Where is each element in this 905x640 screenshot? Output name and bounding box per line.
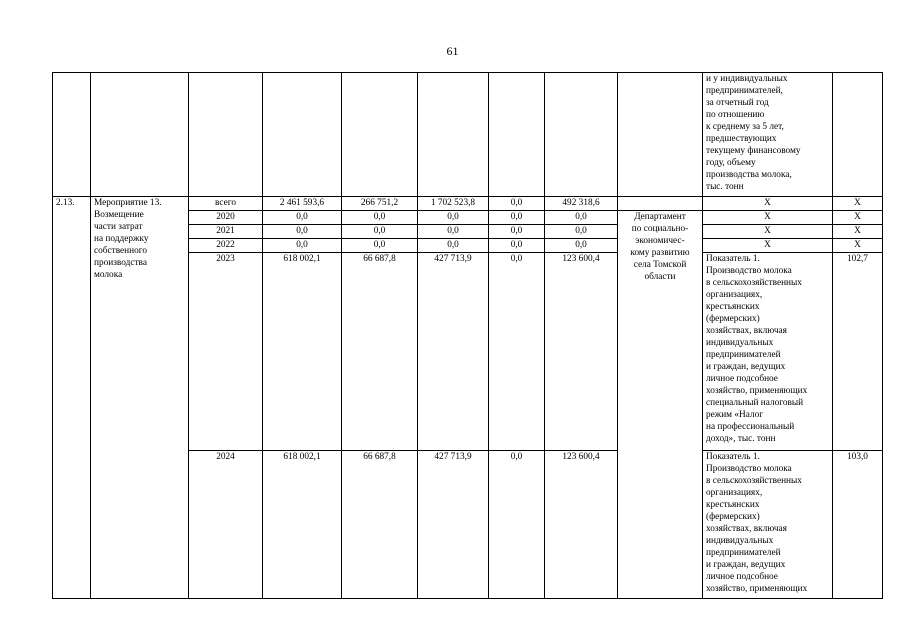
funding-cell: 0,0	[489, 211, 545, 225]
value-cell: Х	[833, 239, 883, 253]
funding-cell: 0,0	[489, 451, 545, 599]
funding-cell: 0,0	[545, 239, 618, 253]
continuation-row	[53, 73, 883, 197]
year-cell: 2021	[189, 225, 263, 239]
total-cell: 0,0	[263, 211, 342, 225]
value-cell: Х	[833, 225, 883, 239]
total-cell: 0,0	[263, 239, 342, 253]
funding-cell: 1 702 523,8	[418, 197, 489, 211]
value-cell: 103,0	[833, 451, 883, 599]
indicator-cell: Х	[703, 225, 833, 239]
indicator-text: Показатель 1. Производство молока в сельскохозяйственных организациях, крестьянских (фермерских) хозяйствах, включая индивидуальных предпринимателей и граждан, ведущих личное подсобное хозяйство, применяющих специальный налоговый режим «Налог на профессиональный доход», тыс. тонн	[703, 253, 833, 451]
cell-empty	[618, 73, 703, 197]
funding-cell: 427 713,9	[418, 253, 489, 451]
value-cell: Х	[833, 197, 883, 211]
funding-cell: 0,0	[489, 225, 545, 239]
activity-number: 2.13.	[53, 197, 91, 599]
table-row	[53, 197, 883, 211]
indicator-text: и у индивидуальных предпринимателей, за отчетный год по отношению к среднему за 5 лет, предшествующих текущему финансовому году, объему производства молока, тыс. тонн	[703, 73, 833, 197]
total-cell: 618 002,1	[263, 253, 342, 451]
cell-empty	[418, 73, 489, 197]
funding-cell: 427 713,9	[418, 451, 489, 599]
cell-empty	[489, 73, 545, 197]
funding-cell: 266 751,2	[342, 197, 418, 211]
indicator-cell: Х	[703, 197, 833, 211]
executor-cell: Департамент по социально- экономичес- кому развитию села Томской области	[618, 211, 703, 599]
cell-empty	[189, 73, 263, 197]
year-cell: 2024	[189, 451, 263, 599]
funding-cell: 0,0	[418, 225, 489, 239]
funding-cell: 0,0	[489, 253, 545, 451]
funding-cell: 0,0	[418, 239, 489, 253]
funding-cell: 0,0	[489, 197, 545, 211]
year-cell: 2023	[189, 253, 263, 451]
year-cell: 2022	[189, 239, 263, 253]
cell-empty	[263, 73, 342, 197]
cell-empty	[833, 73, 883, 197]
cell-empty	[91, 73, 189, 197]
cell-empty	[618, 197, 703, 211]
value-cell: 102,7	[833, 253, 883, 451]
funding-cell: 66 687,8	[342, 451, 418, 599]
funding-cell: 0,0	[489, 239, 545, 253]
activity-name: Мероприятие 13. Возмещение части затрат на поддержку собственного производства молока	[91, 197, 189, 599]
indicator-cell: Х	[703, 239, 833, 253]
funding-cell: 0,0	[545, 225, 618, 239]
cell-empty	[545, 73, 618, 197]
total-cell: 0,0	[263, 225, 342, 239]
cell-empty	[53, 73, 91, 197]
funding-cell: 66 687,8	[342, 253, 418, 451]
total-cell: 2 461 593,6	[263, 197, 342, 211]
funding-cell: 0,0	[342, 225, 418, 239]
funding-cell: 0,0	[418, 211, 489, 225]
funding-cell: 492 318,6	[545, 197, 618, 211]
indicator-text: Показатель 1. Производство молока в сельскохозяйственных организациях, крестьянских (фермерских) хозяйствах, включая индивидуальных предпринимателей и граждан, ведущих личное подсобное хозяйство, применяющих	[703, 451, 833, 599]
year-cell: всего	[189, 197, 263, 211]
value-cell: Х	[833, 211, 883, 225]
funding-cell: 123 600,4	[545, 451, 618, 599]
funding-cell: 123 600,4	[545, 253, 618, 451]
page-number: 61	[446, 44, 459, 58]
funding-cell: 0,0	[342, 239, 418, 253]
funding-cell: 0,0	[342, 211, 418, 225]
total-cell: 618 002,1	[263, 451, 342, 599]
indicator-cell: Х	[703, 211, 833, 225]
funding-cell: 0,0	[545, 211, 618, 225]
program-table	[52, 72, 883, 599]
year-cell: 2020	[189, 211, 263, 225]
cell-empty	[342, 73, 418, 197]
